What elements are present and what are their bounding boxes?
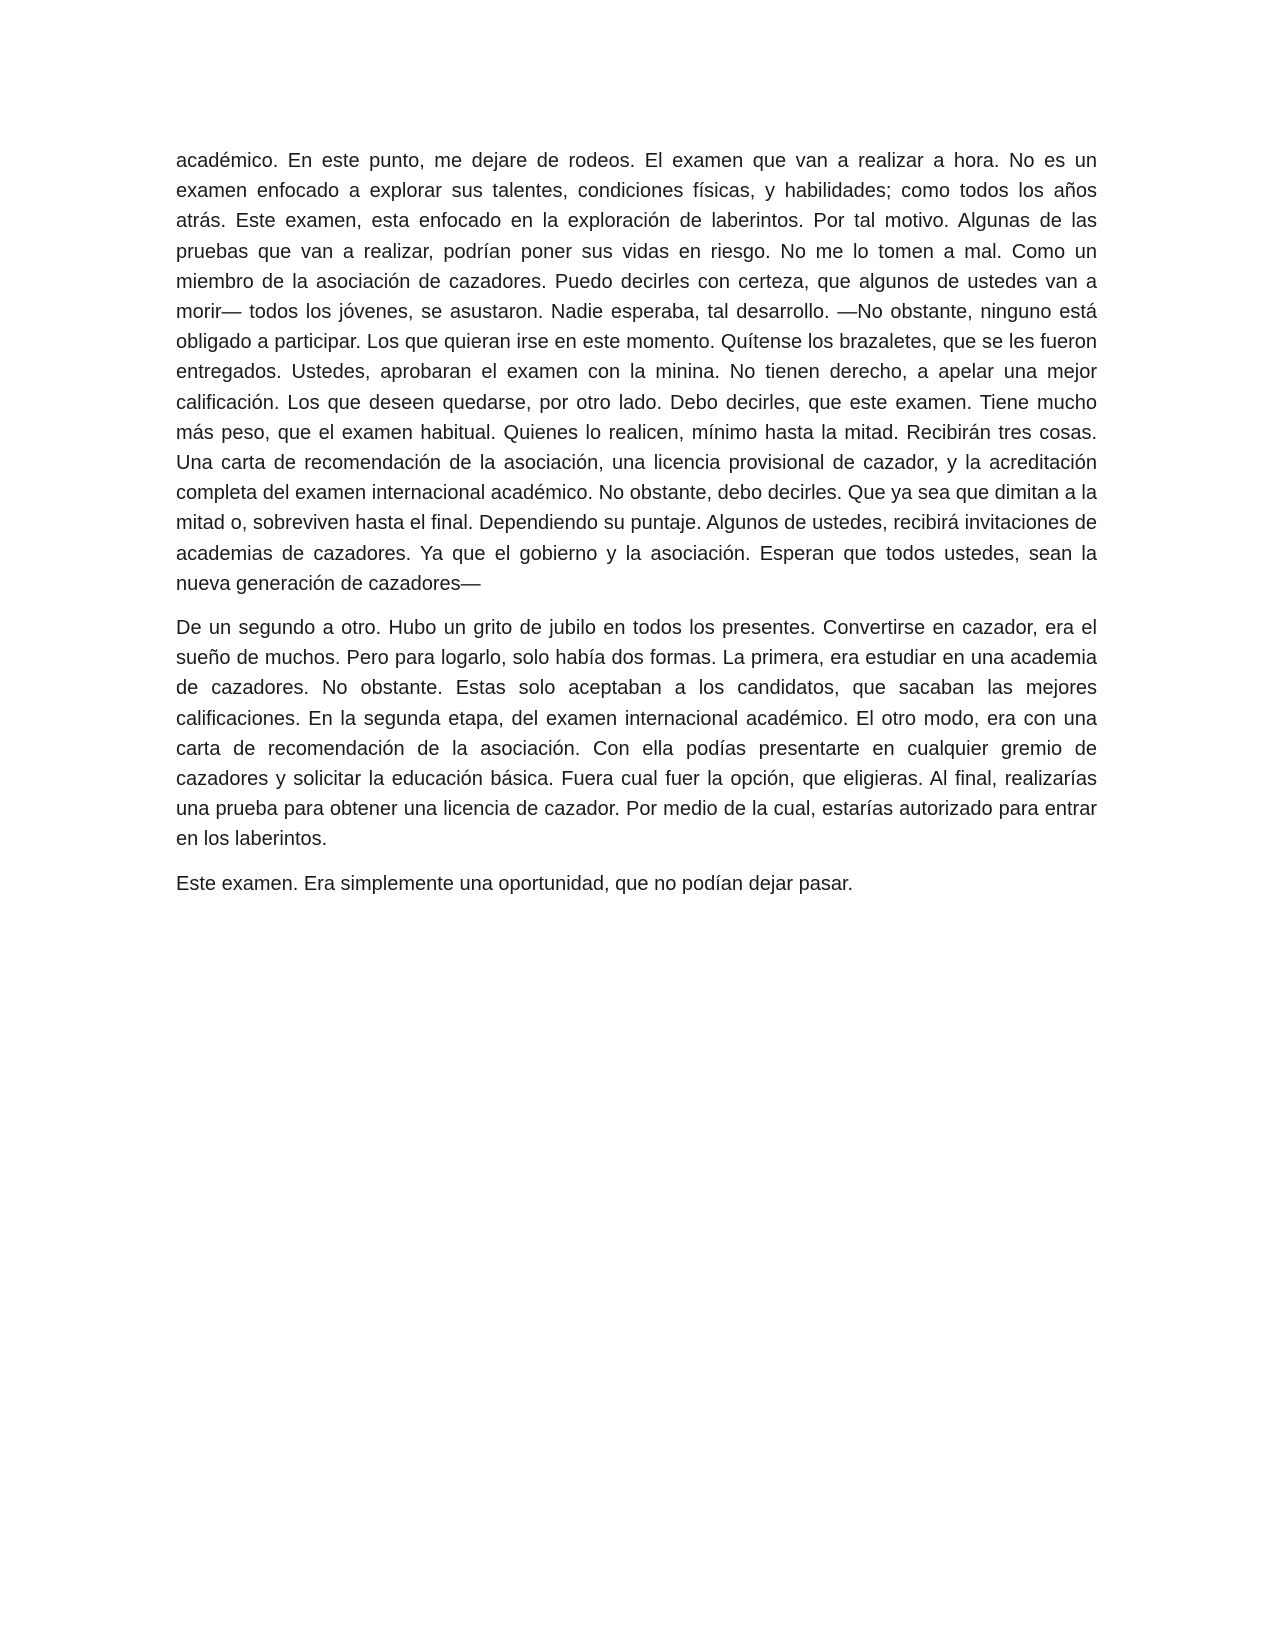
document-body [176, 146, 1097, 913]
paragraph-1: académico. En este punto, me dejare de rodeos. El examen que van a realizar a hora. No es un examen enfocado a explorar sus talentes, condiciones físicas, y habilidades; como todos los años atrás. Este examen, esta enfocado en la exploración de laberintos. Por tal motivo. Algunas de las pruebas que van a realizar, podrían poner sus vidas en riesgo. No me lo tomen a mal. Como un miembro de la asociación de cazadores. Puedo decirles con certeza, que algunos de ustedes van a morir— todos los jóvenes, se asustaron. Nadie esperaba, tal desarrollo. —No obstante, ninguno está obligado a participar. Los que quieran irse en este momento. Quítense los brazaletes, que se les fueron entregados. Ustedes, aprobaran el examen con la minina. No tienen derecho, a apelar una mejor calificación. Los que deseen quedarse, por otro lado. Debo decirles, que este examen. Tiene mucho más peso, que el examen habitual. Quienes lo realicen, mínimo hasta la mitad. Recibirán tres cosas. Una carta de recomendación de la asociación, una licencia provisional de cazador, y la acreditación completa del examen internacional académico. No obstante, debo decirles. Que ya sea que dimitan a la mitad o, sobreviven hasta el final. Dependiendo su puntaje. Algunos de ustedes, recibirá invitaciones de academias de cazadores. Ya que el gobierno y la asociación. Esperan que todos ustedes, sean la nueva generación de cazadores— [176, 150, 1097, 595]
paragraph-3: Este examen. Era simplemente una oportunidad, que no podían dejar pasar. [176, 872, 854, 895]
paragraph-2: De un segundo a otro. Hubo un grito de jubilo en todos los presentes. Convertirse en cazador, era el sueño de muchos. Pero para logarlo, solo había dos formas. La primera, era estudiar en una academia de cazadores. No obstante. Estas solo aceptaban a los candidatos, que sacaban las mejores calificaciones. En la segunda etapa, del examen internacional académico. El otro modo, era con una carta de recomendación de la asociación. Con ella podías presentarte en cualquier gremio de cazadores y solicitar la educación básica. Fuera cual fuer la opción, que eligieras. Al final, realizarías una prueba para obtener una licencia de cazador. Por medio de la cual, estarías autorizado para entrar en los laberintos. [176, 617, 1097, 851]
